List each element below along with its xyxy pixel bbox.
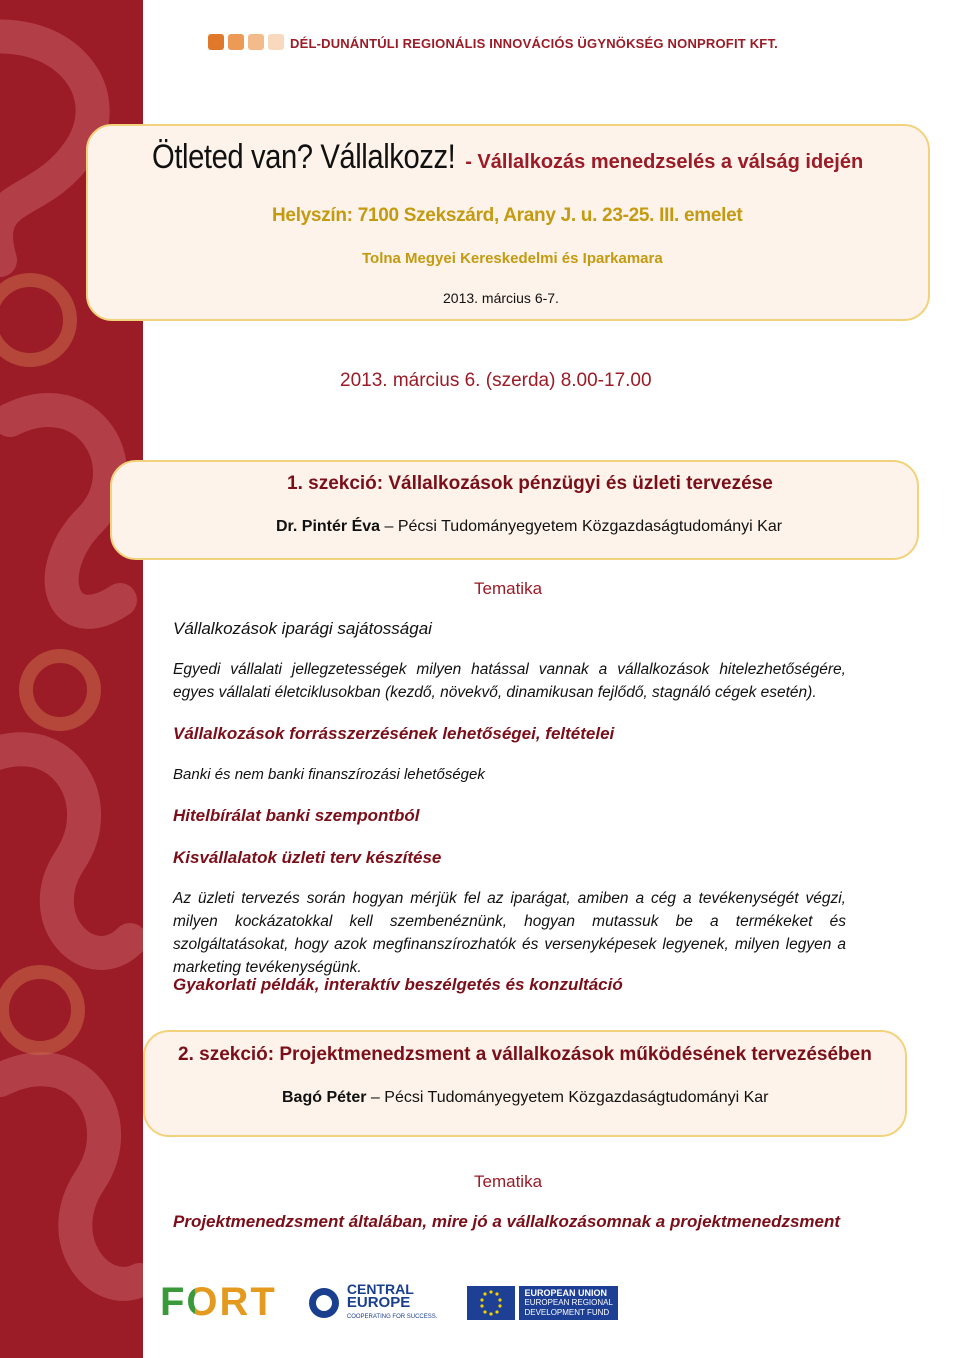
central-europe-tagline: COOPERATING FOR SUCCESS. xyxy=(346,1313,438,1320)
title-main: Ötleted van? Vállalkozz! xyxy=(152,138,456,176)
title-subtitle: - Vállalkozás menedzselés a válság idején xyxy=(465,151,864,173)
dash: – xyxy=(384,518,398,535)
central-europe-logo xyxy=(307,1282,438,1324)
event-venue: Tolna Megyei Kereskedelmi és Iparkamara xyxy=(362,250,663,267)
section2-speaker xyxy=(282,1089,768,1107)
eu-line3: DEVELOPMENT FUND xyxy=(524,1307,610,1317)
event-title xyxy=(152,138,863,177)
event-location: Helyszín: 7100 Szekszárd, Arany J. u. 23-25. III. emelet xyxy=(272,205,743,226)
section1-paragraph2: Az üzleti tervezés során hogyan mérjük fel az iparágat, amiben a cég a tevékenységét végzi, milyen kockázatokkal kell szembenéznünk, hogyan mutassuk be a termékeket és szolgáltatásokat, hogy azok megfinanszírozhatók és versenyképesek legyenek, milyen legyen a marketing tevékenységünk. xyxy=(173,890,846,976)
section1-topic5: Kisvállalatok üzleti terv készítése xyxy=(173,848,442,867)
section2-title: 2. szekció: Projektmenedzsment a vállalkozások működésének tervezésében xyxy=(178,1044,872,1065)
central-europe-line2: EUROPE xyxy=(346,1293,411,1311)
event-dates: 2013. március 6-7. xyxy=(443,290,559,306)
fort-logo: FORT xyxy=(160,1280,277,1324)
footer-logos xyxy=(160,1280,618,1325)
eu-logo xyxy=(467,1286,617,1320)
section1-thema-label: Tematika xyxy=(474,579,543,598)
logo-square-icon xyxy=(208,34,224,50)
section2-speaker-name: Bagó Péter xyxy=(282,1089,367,1106)
logo-square-icon xyxy=(248,34,264,50)
dash: – xyxy=(370,1089,385,1106)
section1-speaker-name: Dr. Pintér Éva xyxy=(276,518,381,535)
section1-topic1: Vállalkozások iparági sajátosságai xyxy=(173,619,432,638)
section1-topic3: Banki és nem banki finanszírozási lehetőségek xyxy=(173,766,485,783)
section2-speaker-affiliation: Pécsi Tudományegyetem Közgazdaságtudományi Kar xyxy=(384,1089,769,1106)
section2-topic1: Projektmenedzsment általában, mire jó a vállalkozásomnak a projektmenedzsment xyxy=(173,1212,841,1231)
section1-speaker xyxy=(276,518,782,536)
central-europe-line1: CENTRAL xyxy=(346,1280,414,1297)
section1-topic4: Hitelbírálat banki szempontból xyxy=(173,806,420,825)
section1-speaker-affiliation: Pécsi Tudományegyetem Közgazdaságtudományi Kar xyxy=(397,518,783,535)
logo-square-icon xyxy=(268,34,284,50)
central-europe-emblem-icon xyxy=(307,1286,341,1320)
section2-thema-label: Tematika xyxy=(474,1172,543,1191)
eu-flag-icon xyxy=(467,1286,515,1320)
org-logo-squares xyxy=(208,34,284,50)
section1-title: 1. szekció: Vállalkozások pénzügyi és üzleti tervezése xyxy=(287,473,773,494)
section1-topic2: Vállalkozások forrásszerzésének lehetőségei, feltételei xyxy=(173,724,615,743)
eu-line1: EUROPEAN UNION xyxy=(524,1287,607,1298)
day1-date-time: 2013. március 6. (szerda) 8.00-17.00 xyxy=(340,370,652,391)
organization-name: DÉL-DUNÁNTÚLI REGIONÁLIS INNOVÁCIÓS ÜGYNÖKSÉG NONPROFIT KFT. xyxy=(290,36,778,51)
logo-square-icon xyxy=(228,34,244,50)
section1-topic6: Gyakorlati példák, interaktív beszélgetés és konzultáció xyxy=(173,975,623,994)
eu-line2: EUROPEAN REGIONAL xyxy=(524,1297,613,1307)
section1-paragraph1: Egyedi vállalati jellegzetességek milyen hatással vannak a vállalkozások hitelezhetőségére, egyes vállalati életciklusokban (kezdő, növekvő, dinamikusan fejlődő, stagnáló cégek esetén). xyxy=(173,661,846,701)
